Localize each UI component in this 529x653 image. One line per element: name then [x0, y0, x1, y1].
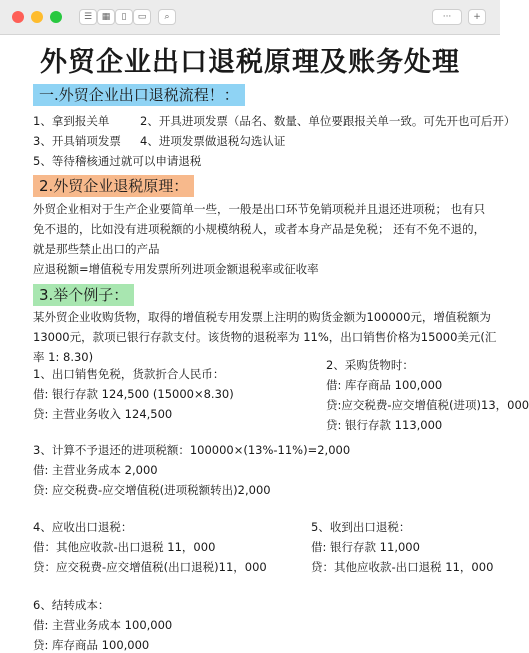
principle-formula: 应退税额=增值税专用发票所列进项金额退税率或征收率 — [33, 262, 319, 276]
image-icon[interactable]: ▭ — [133, 9, 151, 25]
section-heading-principle: 2.外贸企业退税原理： — [33, 175, 194, 197]
example-intro-2: 13000元，款项已银行存款支付。该货物的退税率为 11%，出口销售价格为15000美元(汇 — [33, 330, 497, 344]
principle-line-3: 就是那些禁止出口的产品 — [33, 242, 160, 256]
entry-1-title: 1、出口销售免税，货款折合人民币： — [33, 367, 225, 381]
entry-5-credit: 贷：其他应收款-出口退税 11，000 — [311, 560, 494, 574]
example-intro-1: 某外贸企业收购货物，取得的增值税专用发票上注明的购货金额为100000元，增值税额为 — [33, 310, 491, 324]
more-icon[interactable]: ··· — [432, 9, 462, 25]
entry-1-credit: 贷: 主营业务收入 124,500 — [33, 407, 173, 421]
entry-3-credit: 贷: 应交税费-应交增值税(进项税额转出)2,000 — [33, 483, 271, 497]
page-title: 外贸企业出口退税原理及账务处理 — [40, 47, 460, 78]
entry-6-debit: 借: 主营业务成本 100,000 — [33, 618, 173, 632]
entry-2-credit-1: 贷:应交税费-应交增值税(进项)13，000 — [326, 398, 529, 412]
flow-step-4: 4、进项发票做退税勾选认证 — [140, 134, 286, 148]
entry-5-title: 5、收到出口退税： — [311, 520, 411, 534]
close-button[interactable] — [12, 11, 24, 23]
flow-step-5: 5、等待稽核通过就可以申请退税 — [33, 154, 202, 168]
book-icon[interactable]: ▯ — [115, 9, 133, 25]
window-toolbar — [0, 0, 500, 35]
entry-2-title: 2、采购货物时： — [326, 358, 414, 372]
entry-4-title: 4、应收出口退税： — [33, 520, 133, 534]
flow-step-1: 1、拿到报关单 — [33, 114, 110, 128]
principle-line-1: 外贸企业相对于生产企业要简单一些，一般是出口环节免销项税并且退还进项税； 也有只 — [33, 202, 486, 216]
zoom-button[interactable] — [50, 11, 62, 23]
entry-1-debit: 借: 银行存款 124,500 (15000×8.30) — [33, 387, 234, 401]
add-icon[interactable]: + — [468, 9, 486, 25]
flow-step-2: 2、开具进项发票（品名、数量、单位要跟报关单一致。可先开也可后开） — [140, 114, 516, 128]
section-heading-flow: 一.外贸企业出口退税流程！： — [33, 84, 245, 106]
entry-3-debit: 借: 主营业务成本 2,000 — [33, 463, 158, 477]
entry-5-debit: 借: 银行存款 11,000 — [311, 540, 420, 554]
entry-6-credit: 贷: 库存商品 100,000 — [33, 638, 150, 652]
principle-line-2: 免不退的，比如没有进项税额的小规模纳税人，或者本身产品是免税； 还有不免不退的， — [33, 222, 486, 236]
grid-view-icon[interactable]: ▦ — [97, 9, 115, 25]
entry-2-debit: 借: 库存商品 100,000 — [326, 378, 443, 392]
flow-step-3: 3、开具销项发票 — [33, 134, 121, 148]
list-view-icon[interactable]: ☰ — [79, 9, 97, 25]
entry-2-credit-2: 贷: 银行存款 113,000 — [326, 418, 443, 432]
entry-4-debit: 借：其他应收款-出口退税 11，000 — [33, 540, 216, 554]
entry-3-title: 3、计算不予退还的进项税额：100000×(13%-11%)=2,000 — [33, 443, 351, 457]
entry-4-credit: 贷：应交税费-应交增值税(出口退税)11，000 — [33, 560, 267, 574]
entry-6-title: 6、结转成本： — [33, 598, 110, 612]
minimize-button[interactable] — [31, 11, 43, 23]
search-icon[interactable]: ⌕ — [158, 9, 176, 25]
example-intro-3: 率 1: 8.30) — [33, 350, 94, 364]
section-heading-example: 3.举个例子： — [33, 284, 134, 306]
